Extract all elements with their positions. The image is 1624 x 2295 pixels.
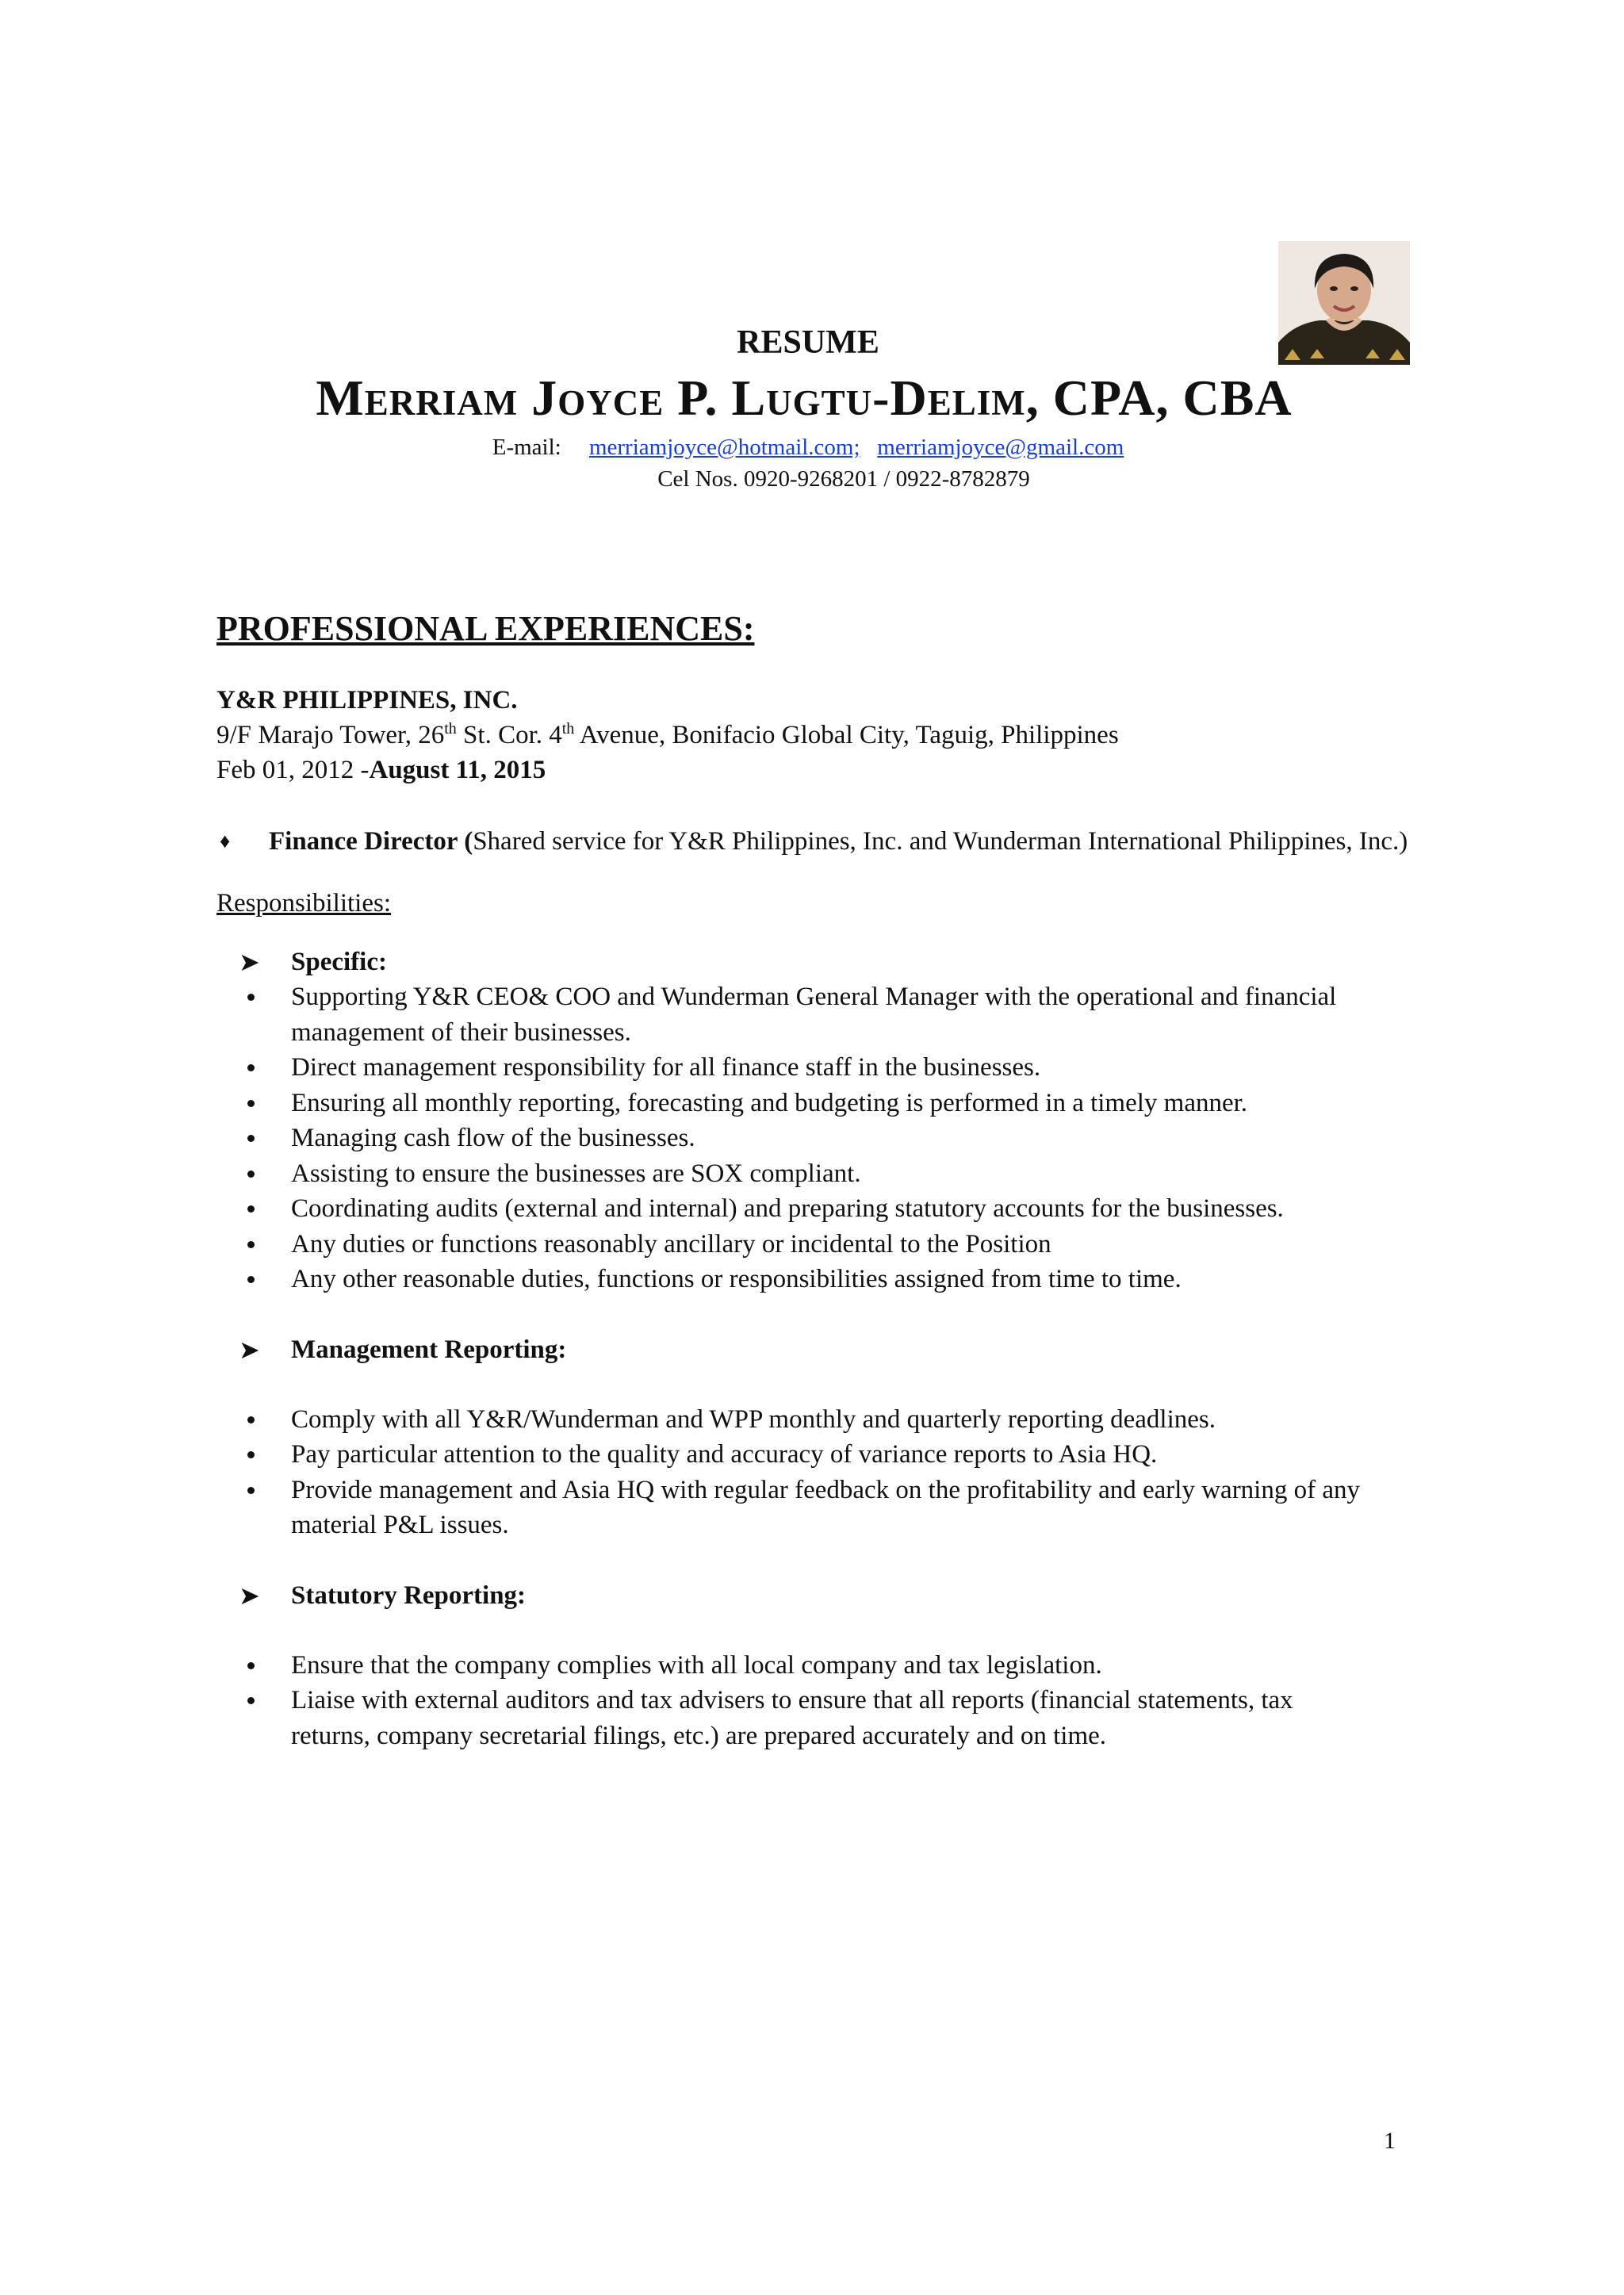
list-item-text: Ensuring all monthly reporting, forecasting and budgeting is performed in a timely manner. — [291, 1088, 1248, 1117]
position-description — [269, 824, 1408, 859]
bullet-dot-icon — [239, 1648, 291, 1684]
email-link-hotmail[interactable]: merriamjoyce@hotmail.com; — [588, 435, 860, 460]
responsibilities-label: Responsibilities: — [216, 889, 392, 918]
list-item — [239, 1683, 1408, 1753]
list-item-text: Provide management and Asia HQ with regular feedback on the profitability and early warning of any material P&L issues. — [291, 1475, 1360, 1539]
list-item-text: Pay particular attention to the quality and accuracy of variance reports to Asia HQ. — [291, 1440, 1158, 1469]
list-item — [239, 979, 1408, 1050]
section-title-experience: PROFESSIONAL EXPERIENCES: — [216, 609, 755, 648]
list-item — [239, 1227, 1408, 1262]
list-item — [239, 1402, 1408, 1438]
list-item — [239, 1050, 1408, 1086]
resume-title: RESUME — [737, 324, 879, 361]
list-item-text: Supporting Y&R CEO& COO and Wunderman General Manager with the operational and financial management of their businesses. — [291, 983, 1337, 1047]
list-item-text: Direct management responsibility for all finance staff in the businesses. — [291, 1053, 1041, 1082]
position-detail: Shared service for Y&R Philippines, Inc. and Wunderman International Philippines, Inc.) — [473, 827, 1408, 856]
list-item-text: Assisting to ensure the businesses are SOX compliant. — [291, 1159, 861, 1188]
resume-content — [216, 607, 1408, 1753]
bullet-dot-icon — [239, 1086, 291, 1121]
bullet-dot-icon — [239, 1683, 291, 1753]
list-item-text: Coordinating audits (external and internal) and preparing statutory accounts for the businesses. — [291, 1194, 1284, 1223]
bullet-dot-icon — [239, 1050, 291, 1086]
candidate-name: Merriam Joyce P. Lugtu-Delim, CPA, CBA — [316, 370, 1293, 426]
list-item — [239, 1191, 1408, 1227]
company-address — [216, 718, 1408, 753]
bullet-dot-icon — [239, 1121, 291, 1156]
address-part-1: 9/F Marajo Tower, 26 — [216, 721, 445, 749]
position-entry — [216, 824, 1408, 859]
group-heading-text: Management Reporting: — [291, 1335, 567, 1364]
email-link-gmail[interactable]: merriamjoyce@gmail.com — [877, 435, 1124, 460]
list-item-text: Managing cash flow of the businesses. — [291, 1124, 695, 1152]
company-name: Y&R PHILIPPINES, INC. — [216, 686, 518, 715]
list-item — [239, 1437, 1408, 1473]
address-sup-2: th — [561, 720, 575, 738]
bullet-dot-icon — [239, 1191, 291, 1227]
list-item-text: Liaise with external auditors and tax advisers to ensure that all reports (financial statements, tax returns, company secretarial filings, etc.) are prepared accurately and on time. — [291, 1686, 1293, 1750]
diamond-bullet-icon: ♦ — [220, 829, 231, 852]
bullet-dot-icon — [239, 979, 291, 1050]
bullet-dot-icon — [239, 1156, 291, 1192]
address-sup-1: th — [444, 720, 457, 738]
list-item — [239, 1156, 1408, 1192]
list-item-text: Any duties or functions reasonably ancillary or incidental to the Position — [291, 1229, 1051, 1259]
group-heading-management — [239, 1332, 1408, 1367]
employment-period — [216, 753, 1408, 787]
list-item-text: Ensure that the company complies with all local company and tax legislation. — [291, 1650, 1102, 1680]
period-end: August 11, 2015 — [369, 756, 546, 784]
email-line — [0, 431, 1624, 463]
group-heading-text: Statutory Reporting: — [291, 1580, 527, 1610]
bullet-dot-icon — [239, 1473, 291, 1543]
email-label: E-mail: — [492, 435, 561, 460]
phone-line: Cel Nos. 0920-9268201 / 0922-8782879 — [657, 466, 1030, 492]
address-part-3: Avenue, Bonifacio Global City, Taguig, Philippines — [574, 721, 1119, 749]
resume-header — [0, 320, 1624, 495]
list-item-text: Comply with all Y&R/Wunderman and WPP monthly and quarterly reporting deadlines. — [291, 1404, 1216, 1434]
bullet-dot-icon — [239, 1227, 291, 1262]
arrow-bullet-icon: ➤ — [239, 1580, 260, 1610]
group-heading-statutory — [239, 1578, 1408, 1613]
list-item-text: Any other reasonable duties, functions or responsibilities assigned from time to time. — [291, 1265, 1182, 1293]
list-item — [239, 1648, 1408, 1684]
list-item — [239, 1086, 1408, 1121]
list-item — [239, 1121, 1408, 1156]
bullet-dot-icon — [239, 1402, 291, 1438]
management-list — [216, 1402, 1408, 1543]
arrow-bullet-icon: ➤ — [239, 948, 260, 976]
period-start: Feb 01, 2012 - — [216, 756, 370, 784]
list-item — [239, 1473, 1408, 1543]
page-number: 1 — [1384, 2128, 1396, 2154]
specific-list — [216, 979, 1408, 1297]
position-title: Finance Director ( — [269, 827, 473, 856]
group-heading-specific — [239, 944, 1408, 979]
bullet-dot-icon — [239, 1262, 291, 1297]
list-item — [239, 1262, 1408, 1297]
statutory-list — [216, 1648, 1408, 1754]
address-part-2: St. Cor. 4 — [456, 721, 562, 749]
group-heading-text: Specific: — [291, 948, 387, 976]
arrow-bullet-icon: ➤ — [239, 1335, 260, 1364]
bullet-dot-icon — [239, 1437, 291, 1473]
